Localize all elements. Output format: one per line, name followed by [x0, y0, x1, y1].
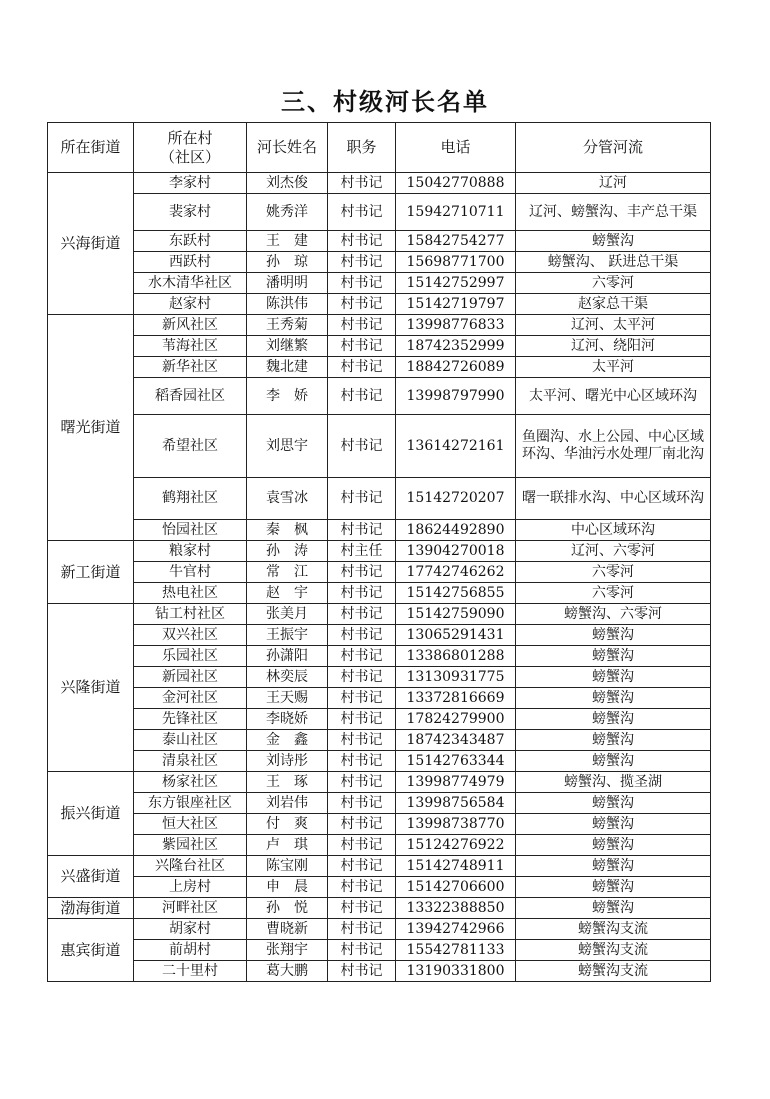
name-cell: 李 娇: [247, 378, 328, 415]
rivers-cell: 螃蟹沟、六零河: [516, 604, 711, 625]
village-cell: 双兴社区: [134, 625, 247, 646]
position-cell: 村书记: [328, 252, 396, 273]
village-cell: 钻工村社区: [134, 604, 247, 625]
table-row: [48, 562, 711, 583]
village-cell: 兴隆台社区: [134, 856, 247, 877]
rivers-cell: 六零河: [516, 273, 711, 294]
position-cell: 村书记: [328, 688, 396, 709]
table-row: [48, 415, 711, 478]
phone-cell: 13942742966: [396, 919, 516, 940]
position-cell: 村书记: [328, 709, 396, 730]
table-row: [48, 835, 711, 856]
table-row: [48, 856, 711, 877]
rivers-cell: 螃蟹沟: [516, 646, 711, 667]
phone-cell: 13904270018: [396, 541, 516, 562]
table-row: [48, 751, 711, 772]
name-cell: 张翔宇: [247, 940, 328, 961]
rivers-cell: 螃蟹沟支流: [516, 919, 711, 940]
phone-cell: 15142756855: [396, 583, 516, 604]
rivers-cell: 六零河: [516, 583, 711, 604]
phone-cell: 15942710711: [396, 194, 516, 231]
rivers-cell: 辽河: [516, 173, 711, 194]
position-cell: 村书记: [328, 357, 396, 378]
street-cell: 兴海街道: [48, 173, 134, 315]
rivers-cell: 中心区域环沟: [516, 520, 711, 541]
phone-cell: 13998756584: [396, 793, 516, 814]
table-row: [48, 315, 711, 336]
phone-cell: 13322388850: [396, 898, 516, 919]
phone-cell: 13998776833: [396, 315, 516, 336]
header-phone: 电话: [396, 123, 516, 173]
table-row: [48, 194, 711, 231]
position-cell: 村书记: [328, 562, 396, 583]
name-cell: 李晓娇: [247, 709, 328, 730]
phone-cell: 15142719797: [396, 294, 516, 315]
phone-cell: 13998797990: [396, 378, 516, 415]
table-row: [48, 357, 711, 378]
table-row: [48, 336, 711, 357]
table-row: [48, 625, 711, 646]
village-cell: 粮家村: [134, 541, 247, 562]
street-cell: 曙光街道: [48, 315, 134, 541]
name-cell: 刘思宇: [247, 415, 328, 478]
village-cell: 新风社区: [134, 315, 247, 336]
phone-cell: 15042770888: [396, 173, 516, 194]
name-cell: 常 江: [247, 562, 328, 583]
phone-cell: 15142748911: [396, 856, 516, 877]
position-cell: 村书记: [328, 194, 396, 231]
position-cell: 村书记: [328, 940, 396, 961]
village-cell: 新园社区: [134, 667, 247, 688]
rivers-cell: 螃蟹沟: [516, 835, 711, 856]
position-cell: 村书记: [328, 730, 396, 751]
street-cell: 振兴街道: [48, 772, 134, 856]
name-cell: 袁雪冰: [247, 478, 328, 520]
table-row: [48, 940, 711, 961]
name-cell: 陈洪伟: [247, 294, 328, 315]
table-row: [48, 273, 711, 294]
header-position: 职务: [328, 123, 396, 173]
village-cell: 上房村: [134, 877, 247, 898]
name-cell: 赵 宇: [247, 583, 328, 604]
rivers-cell: 螃蟹沟: [516, 667, 711, 688]
header-village: 所在村 （社区）: [134, 123, 247, 173]
phone-cell: 15142720207: [396, 478, 516, 520]
position-cell: 村书记: [328, 520, 396, 541]
table-row: [48, 730, 711, 751]
position-cell: 村书记: [328, 898, 396, 919]
rivers-cell: 螃蟹沟: [516, 877, 711, 898]
position-cell: 村书记: [328, 961, 396, 982]
position-cell: 村书记: [328, 315, 396, 336]
name-cell: 林奕辰: [247, 667, 328, 688]
table-row: [48, 378, 711, 415]
phone-cell: 18742343487: [396, 730, 516, 751]
street-cell: 渤海街道: [48, 898, 134, 919]
rivers-cell: 螃蟹沟: [516, 709, 711, 730]
table-row: [48, 541, 711, 562]
position-cell: 村书记: [328, 835, 396, 856]
table-row: [48, 667, 711, 688]
phone-cell: 15142759090: [396, 604, 516, 625]
table-row: [48, 688, 711, 709]
position-cell: 村书记: [328, 294, 396, 315]
village-cell: 怡园社区: [134, 520, 247, 541]
rivers-cell: 鱼圈沟、水上公园、中心区域环沟、华油污水处理厂南北沟: [516, 415, 711, 478]
name-cell: 王 建: [247, 231, 328, 252]
rivers-cell: 螃蟹沟: [516, 625, 711, 646]
position-cell: 村书记: [328, 273, 396, 294]
position-cell: 村书记: [328, 646, 396, 667]
village-cell: 鹤翔社区: [134, 478, 247, 520]
street-cell: 兴隆街道: [48, 604, 134, 772]
position-cell: 村书记: [328, 336, 396, 357]
rivers-cell: 太平河: [516, 357, 711, 378]
phone-cell: 13190331800: [396, 961, 516, 982]
village-cell: 新华社区: [134, 357, 247, 378]
rivers-cell: 辽河、绕阳河: [516, 336, 711, 357]
phone-cell: 17824279900: [396, 709, 516, 730]
village-cell: 赵家村: [134, 294, 247, 315]
rivers-cell: 螃蟹沟: [516, 231, 711, 252]
table-row: [48, 961, 711, 982]
name-cell: 孙潇阳: [247, 646, 328, 667]
name-cell: 刘杰俊: [247, 173, 328, 194]
phone-cell: 13614272161: [396, 415, 516, 478]
table-row: [48, 898, 711, 919]
phone-cell: 17742746262: [396, 562, 516, 583]
position-cell: 村书记: [328, 415, 396, 478]
phone-cell: 13130931775: [396, 667, 516, 688]
position-cell: 村书记: [328, 793, 396, 814]
table-row: [48, 772, 711, 793]
name-cell: 刘诗彤: [247, 751, 328, 772]
name-cell: 卢 琪: [247, 835, 328, 856]
village-cell: 牛官村: [134, 562, 247, 583]
river-chief-table: [47, 122, 711, 982]
street-cell: 兴盛街道: [48, 856, 134, 898]
name-cell: 刘岩伟: [247, 793, 328, 814]
rivers-cell: 螃蟹沟: [516, 688, 711, 709]
position-cell: 村书记: [328, 173, 396, 194]
name-cell: 孙 琼: [247, 252, 328, 273]
phone-cell: 15142706600: [396, 877, 516, 898]
village-cell: 前胡村: [134, 940, 247, 961]
table-row: [48, 814, 711, 835]
village-cell: 东方银座社区: [134, 793, 247, 814]
name-cell: 王振宇: [247, 625, 328, 646]
header-street: 所在街道: [48, 123, 134, 173]
phone-cell: 15542781133: [396, 940, 516, 961]
name-cell: 潘明明: [247, 273, 328, 294]
street-cell: 新工街道: [48, 541, 134, 604]
rivers-cell: 辽河、太平河: [516, 315, 711, 336]
position-cell: 村书记: [328, 856, 396, 877]
table-row: [48, 604, 711, 625]
table-row: [48, 294, 711, 315]
position-cell: 村主任: [328, 541, 396, 562]
phone-cell: 15142763344: [396, 751, 516, 772]
rivers-cell: 赵家总干渠: [516, 294, 711, 315]
village-cell: 苇海社区: [134, 336, 247, 357]
rivers-cell: 螃蟹沟: [516, 856, 711, 877]
name-cell: 张美月: [247, 604, 328, 625]
phone-cell: 15698771700: [396, 252, 516, 273]
phone-cell: 15124276922: [396, 835, 516, 856]
name-cell: 魏北建: [247, 357, 328, 378]
rivers-cell: 辽河、六零河: [516, 541, 711, 562]
phone-cell: 13065291431: [396, 625, 516, 646]
table-row: [48, 793, 711, 814]
rivers-cell: 螃蟹沟、 跃进总干渠: [516, 252, 711, 273]
table-body: [48, 173, 711, 982]
rivers-cell: 螃蟹沟支流: [516, 961, 711, 982]
position-cell: 村书记: [328, 378, 396, 415]
position-cell: 村书记: [328, 604, 396, 625]
header-rivers: 分管河流: [516, 123, 711, 173]
village-cell: 金河社区: [134, 688, 247, 709]
phone-cell: 18742352999: [396, 336, 516, 357]
table-row: [48, 520, 711, 541]
table-row: [48, 252, 711, 273]
rivers-cell: 六零河: [516, 562, 711, 583]
name-cell: 孙 涛: [247, 541, 328, 562]
table-row: [48, 478, 711, 520]
name-cell: 孙 悦: [247, 898, 328, 919]
village-cell: 二十里村: [134, 961, 247, 982]
name-cell: 王秀菊: [247, 315, 328, 336]
village-cell: 胡家村: [134, 919, 247, 940]
name-cell: 王 琢: [247, 772, 328, 793]
name-cell: 陈宝刚: [247, 856, 328, 877]
phone-cell: 13386801288: [396, 646, 516, 667]
rivers-cell: 螃蟹沟: [516, 898, 711, 919]
rivers-cell: 螃蟹沟: [516, 751, 711, 772]
position-cell: 村书记: [328, 751, 396, 772]
position-cell: 村书记: [328, 919, 396, 940]
village-cell: 东跃村: [134, 231, 247, 252]
village-cell: 清泉社区: [134, 751, 247, 772]
table-row: [48, 583, 711, 604]
phone-cell: 13998774979: [396, 772, 516, 793]
village-cell: 乐园社区: [134, 646, 247, 667]
phone-cell: 13372816669: [396, 688, 516, 709]
position-cell: 村书记: [328, 877, 396, 898]
village-cell: 希望社区: [134, 415, 247, 478]
table-row: [48, 919, 711, 940]
street-cell: 惠宾街道: [48, 919, 134, 982]
village-cell: 李家村: [134, 173, 247, 194]
name-cell: 刘继繁: [247, 336, 328, 357]
rivers-cell: 太平河、曙光中心区域环沟: [516, 378, 711, 415]
table-row: [48, 646, 711, 667]
village-cell: 热电社区: [134, 583, 247, 604]
position-cell: 村书记: [328, 478, 396, 520]
name-cell: 姚秀洋: [247, 194, 328, 231]
village-cell: 恒大社区: [134, 814, 247, 835]
village-cell: 泰山社区: [134, 730, 247, 751]
name-cell: 王天赐: [247, 688, 328, 709]
table-row: [48, 877, 711, 898]
village-cell: 裴家村: [134, 194, 247, 231]
rivers-cell: 螃蟹沟: [516, 730, 711, 751]
village-cell: 杨家社区: [134, 772, 247, 793]
village-cell: 紫园社区: [134, 835, 247, 856]
position-cell: 村书记: [328, 625, 396, 646]
name-cell: 秦 枫: [247, 520, 328, 541]
name-cell: 付 爽: [247, 814, 328, 835]
name-cell: 葛大鹏: [247, 961, 328, 982]
header-name: 河长姓名: [247, 123, 328, 173]
rivers-cell: 螃蟹沟支流: [516, 940, 711, 961]
phone-cell: 15142752997: [396, 273, 516, 294]
village-cell: 稻香园社区: [134, 378, 247, 415]
table-row: [48, 173, 711, 194]
phone-cell: 18624492890: [396, 520, 516, 541]
phone-cell: 13998738770: [396, 814, 516, 835]
position-cell: 村书记: [328, 772, 396, 793]
rivers-cell: 辽河、螃蟹沟、丰产总干渠: [516, 194, 711, 231]
rivers-cell: 螃蟹沟、揽圣湖: [516, 772, 711, 793]
position-cell: 村书记: [328, 231, 396, 252]
phone-cell: 15842754277: [396, 231, 516, 252]
village-cell: 河畔社区: [134, 898, 247, 919]
name-cell: 申 晨: [247, 877, 328, 898]
name-cell: 金 鑫: [247, 730, 328, 751]
table-header-row: [48, 123, 711, 173]
phone-cell: 18842726089: [396, 357, 516, 378]
village-cell: 先锋社区: [134, 709, 247, 730]
table-row: [48, 709, 711, 730]
position-cell: 村书记: [328, 667, 396, 688]
village-cell: 西跃村: [134, 252, 247, 273]
rivers-cell: 螃蟹沟: [516, 814, 711, 835]
rivers-cell: 曙一联排水沟、中心区域环沟: [516, 478, 711, 520]
position-cell: 村书记: [328, 583, 396, 604]
page-title: 三、村级河长名单: [281, 88, 489, 116]
name-cell: 曹晓新: [247, 919, 328, 940]
position-cell: 村书记: [328, 814, 396, 835]
rivers-cell: 螃蟹沟: [516, 793, 711, 814]
table-row: [48, 231, 711, 252]
village-cell: 水木清华社区: [134, 273, 247, 294]
